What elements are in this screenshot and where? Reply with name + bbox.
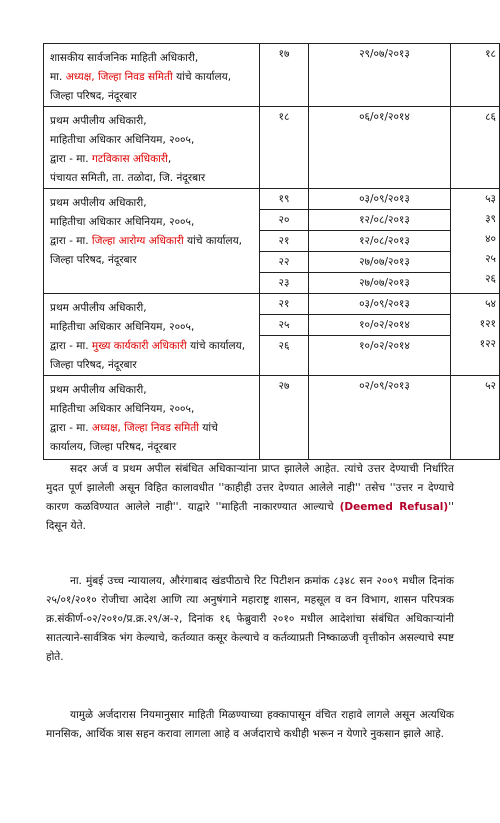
amount: १८ bbox=[485, 48, 496, 60]
serial-number: २१ bbox=[260, 231, 309, 252]
serial-number: १८ bbox=[278, 111, 290, 123]
authority-cell: शासकीय सार्वजनिक माहिती अधिकारी, मा. अध्यक्ष, जिल्हा निवड समिती यांचे कार्यालय, जिल्हा परिषद, नंदूरबार bbox=[44, 44, 260, 107]
date: ०३/०९/२०१३ bbox=[309, 294, 449, 315]
serial-number: १९ bbox=[260, 189, 309, 210]
appeals-table bbox=[43, 43, 500, 460]
authority-highlight: जिल्हा आरोग्य अधिकारी bbox=[91, 235, 184, 247]
amount: ३९ bbox=[485, 213, 496, 225]
authority-highlight: गटविकास अधिकारी bbox=[91, 153, 168, 165]
authority-cell: प्रथम अपीलीय अधिकारी, माहितीचा अधिकार अधिनियम, २००५, द्वारा - मा. मुख्य कार्यकारी अधिकारी यांचे कार्यालय, जिल्हा परिषद, नंदूरबार bbox=[44, 294, 260, 376]
serial-number: २७ bbox=[278, 380, 290, 392]
authority-cell: प्रथम अपीलीय अधिकारी, माहितीचा अधिकार अधिनियम, २००५, द्वारा - मा. अध्यक्ष, जिल्हा निवड समिती यांचे कार्यालय, जिल्हा परिषद, नंदूरबार bbox=[44, 376, 260, 460]
paragraph-court-order: ना. मुंबई उच्च न्यायालय, औरंगाबाद खंडपीठाचे रिट पिटीशन क्रमांक ८३४८ सन २००९ मधील दिनांक २५/०१/२०१० रोजीचा आदेश आणि त्या अनुषंगाने महाराष्ट्र शासन, महसूल व वन विभाग, शासन परिपत्रक क्र.संकीर्ण-०२/२०१०/प्र.क्र.२९/अ-२, दिनांक १६ फेब्रुवारी २०१० मधील आदेशांचा संबंधित अधिकाऱ्यांनी सातत्याने-सार्वत्रिक भंग केल्याचे, कर्तव्यात कसूर केल्याचे व कर्तव्याप्रती निष्काळजी वृत्तीकोन असल्याचे स्पष्ट होते. bbox=[46, 575, 454, 663]
serial-number: २५ bbox=[260, 315, 309, 336]
date: ०३/०९/२०१३ bbox=[309, 189, 449, 210]
table-row bbox=[44, 294, 500, 376]
table-row bbox=[44, 376, 500, 460]
paragraph-loss: यामुळे अर्जदारास नियमानुसार माहिती मिळण्याच्या हक्कापासून वंचित राहावे लागले असून अत्यधिक मानसिक, आर्थिक त्रास सहन करावा लागला आहे व अर्जदाराचे कधीही भरून न येणारे नुकसान झाले आहे. bbox=[46, 709, 454, 740]
date: १०/०२/२०१४ bbox=[359, 340, 410, 352]
authority-highlight: अध्यक्ष, जिल्हा निवड समिती bbox=[65, 71, 173, 83]
amount: ४० bbox=[485, 233, 496, 245]
authority-cell: प्रथम अपीलीय अधिकारी, माहितीचा अधिकार अधिनियम, २००५, द्वारा - मा. गटविकास अधिकारी, पंचायत समिती, ता. तळोदा, जि. नंदूरबार bbox=[44, 107, 260, 189]
serial-number: २६ bbox=[278, 340, 290, 352]
amount: ५३ bbox=[485, 193, 496, 205]
date: १२/०८/२०१३ bbox=[309, 231, 449, 252]
date: ०६/०१/२०१४ bbox=[359, 111, 410, 123]
date: १२/०८/२०१३ bbox=[309, 210, 449, 231]
table-row bbox=[44, 107, 500, 189]
date: २७/०७/२०१३ bbox=[309, 252, 449, 273]
date: ०२/०९/२०१३ bbox=[359, 380, 410, 392]
authority-highlight: मुख्य कार्यकारी अधिकारी bbox=[91, 340, 187, 352]
date: २९/०७/२०१३ bbox=[359, 48, 410, 60]
table-row bbox=[44, 189, 500, 294]
serial-number: १७ bbox=[278, 48, 290, 60]
amount: १२१ bbox=[479, 318, 496, 330]
serial-number: २३ bbox=[278, 277, 290, 289]
table-row bbox=[44, 44, 500, 107]
serial-number: २० bbox=[260, 210, 309, 231]
serial-number: २२ bbox=[260, 252, 309, 273]
authority-highlight: अध्यक्ष, जिल्हा निवड समिती bbox=[91, 422, 199, 434]
amount: १२२ bbox=[479, 338, 496, 350]
serial-number: २१ bbox=[260, 294, 309, 315]
amount: ८६ bbox=[485, 111, 496, 123]
date: २७/०७/२०१३ bbox=[359, 277, 410, 289]
amount: ५४ bbox=[485, 298, 496, 310]
date: १०/०२/२०१४ bbox=[309, 315, 449, 336]
paragraph-deemed-refusal: सदर अर्ज व प्रथम अपील संबंधित अधिकाऱ्यांना प्राप्त झालेले आहेत. त्यांचे उत्तर देण्याची निर्धारित मुदत पूर्ण झालेली असून विहित कालावधीत ''काहीही उत्तर देण्यात आलेले नाही'' तसेच ''उत्तर न देण्याचे कारण कळविण्यात आलेले नाही''. याद्वारे ''माहिती नाकारण्यात आल्याचे (Deemed Refusal)'' दिसून येते. bbox=[46, 463, 454, 532]
deemed-refusal-term: (Deemed Refusal) bbox=[339, 501, 449, 513]
authority-cell: प्रथम अपीलीय अधिकारी, माहितीचा अधिकार अधिनियम, २००५, द्वारा - मा. जिल्हा आरोग्य अधिकारी यांचे कार्यालय, जिल्हा परिषद, नंदूरबार bbox=[44, 189, 260, 294]
amount: २५ bbox=[485, 253, 496, 265]
amount: २६ bbox=[485, 273, 496, 285]
amount: ५२ bbox=[485, 380, 496, 392]
